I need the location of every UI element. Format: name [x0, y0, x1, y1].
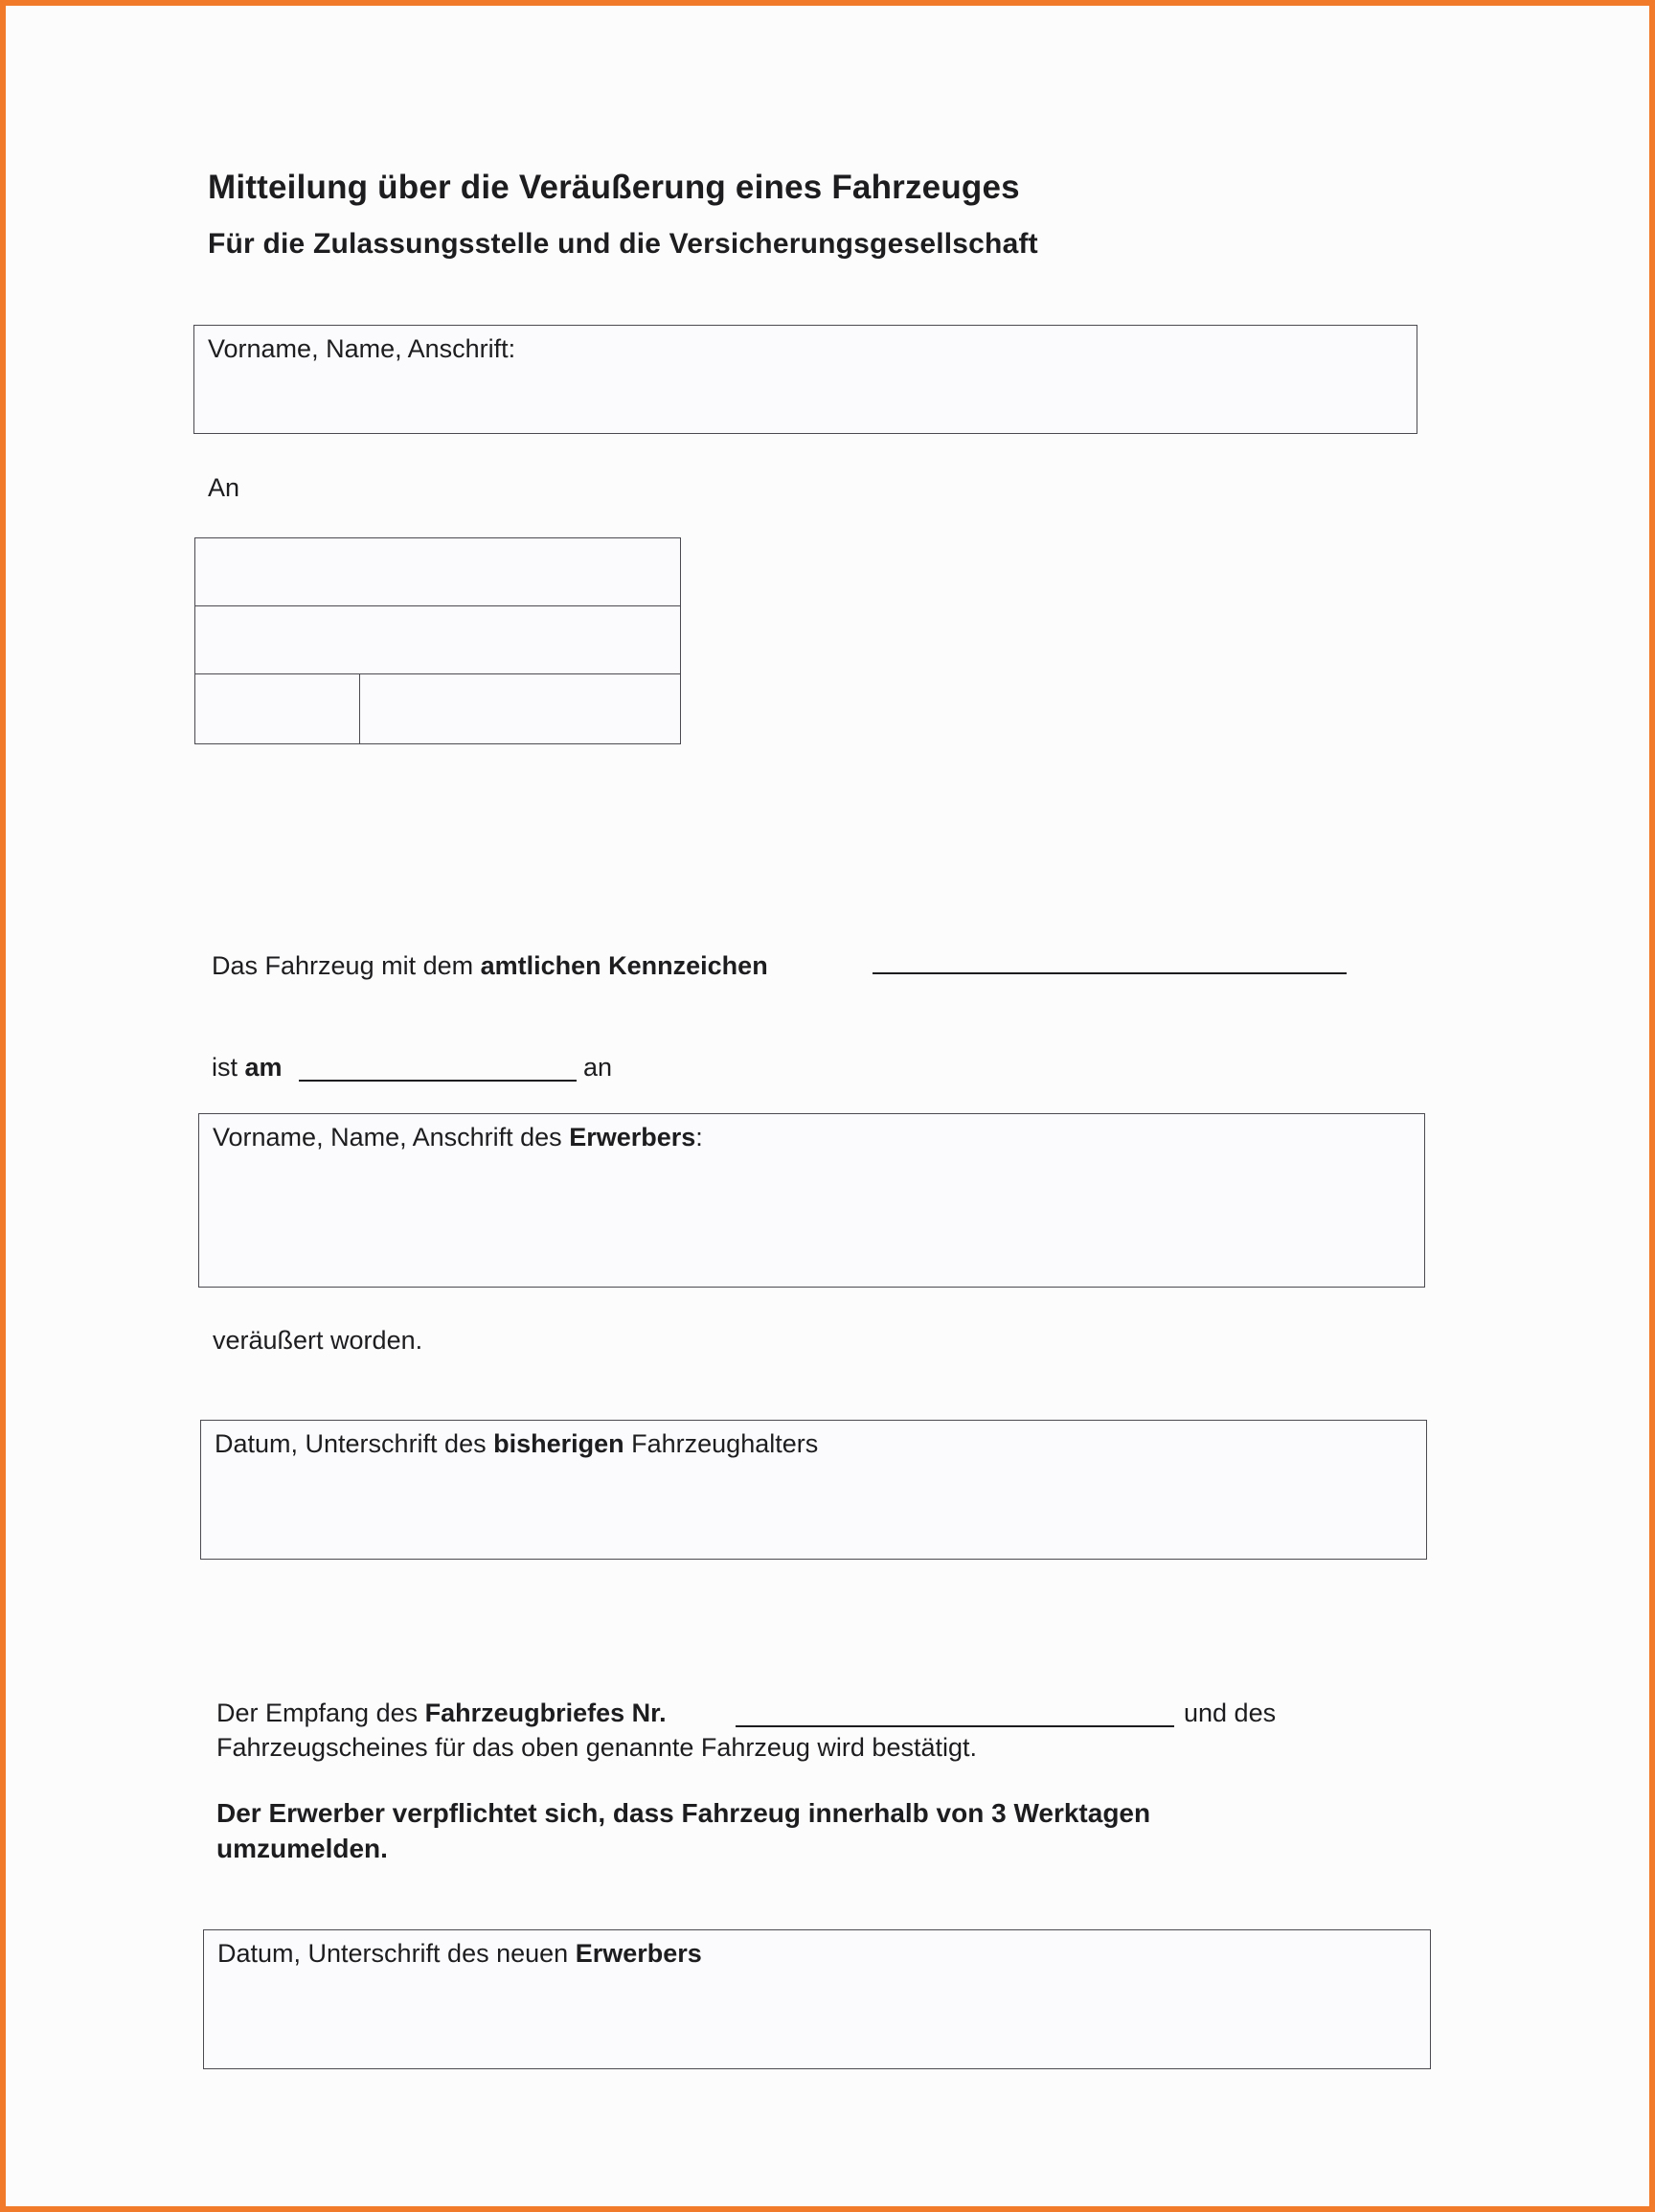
vehicle-plate-prefix: Das Fahrzeug mit dem [212, 951, 481, 980]
recipient-city[interactable] [359, 673, 681, 744]
license-plate-field[interactable] [873, 972, 1347, 974]
vehicle-plate-text [212, 948, 768, 983]
sold-text: veräußert worden. [213, 1326, 423, 1355]
sale-date-prefix: ist [212, 1053, 245, 1082]
buyer-signature-field[interactable] [203, 1929, 1431, 2069]
obligation-line-1: Der Erwerber verpflichtet sich, dass Fahrzeug innerhalb von 3 Werktagen [216, 1798, 1151, 1828]
buyer-address-label [213, 1120, 703, 1154]
recipient-line-2[interactable] [194, 605, 681, 674]
buyer-signature-label [217, 1936, 702, 1971]
seller-signature-label [215, 1426, 818, 1461]
sale-date-field[interactable] [299, 1080, 577, 1082]
sale-date-bold: am [244, 1053, 283, 1082]
buyer-address-field[interactable] [198, 1113, 1425, 1288]
receipt-bold: Fahrzeugbriefes Nr. [424, 1699, 667, 1727]
sale-date-text [212, 1050, 283, 1084]
receipt-line-2: Fahrzeugscheines für das oben genannte Fahrzeug wird bestätigt. [216, 1733, 977, 1762]
buyer-address-label-bold: Erwerbers [569, 1123, 696, 1152]
page-title: Mitteilung über die Veräußerung eines Fahrzeuges [208, 169, 1020, 206]
vehicle-plate-bold: amtlichen Kennzeichen [480, 951, 768, 980]
buyer-signature-label-prefix: Datum, Unterschrift des neuen [217, 1939, 576, 1968]
buyer-address-label-prefix: Vorname, Name, Anschrift des [213, 1123, 570, 1152]
buyer-signature-label-bold: Erwerbers [575, 1939, 702, 1968]
seller-signature-label-prefix: Datum, Unterschrift des [215, 1429, 494, 1458]
receipt-prefix: Der Empfang des [216, 1699, 425, 1727]
sale-date-suffix: an [583, 1053, 613, 1082]
recipient-line-1[interactable] [194, 537, 681, 606]
page-subtitle: Für die Zulassungsstelle und die Versicherungsgesellschaft [208, 228, 1038, 260]
receipt-suffix: und des [1184, 1699, 1277, 1727]
vehicle-registration-number-field[interactable] [736, 1725, 1174, 1727]
seller-signature-label-bold: bisherigen [493, 1429, 624, 1458]
seller-signature-label-suffix: Fahrzeughalters [623, 1429, 819, 1458]
receipt-text [216, 1696, 667, 1730]
recipient-label: An [208, 473, 240, 502]
recipient-postcode[interactable] [194, 673, 360, 744]
buyer-address-label-suffix: : [695, 1123, 703, 1152]
seller-address-label: Vorname, Name, Anschrift: [208, 334, 516, 363]
obligation-line-2: umzumelden. [216, 1834, 388, 1863]
seller-signature-field[interactable] [200, 1420, 1427, 1560]
seller-address-field[interactable] [193, 325, 1417, 434]
